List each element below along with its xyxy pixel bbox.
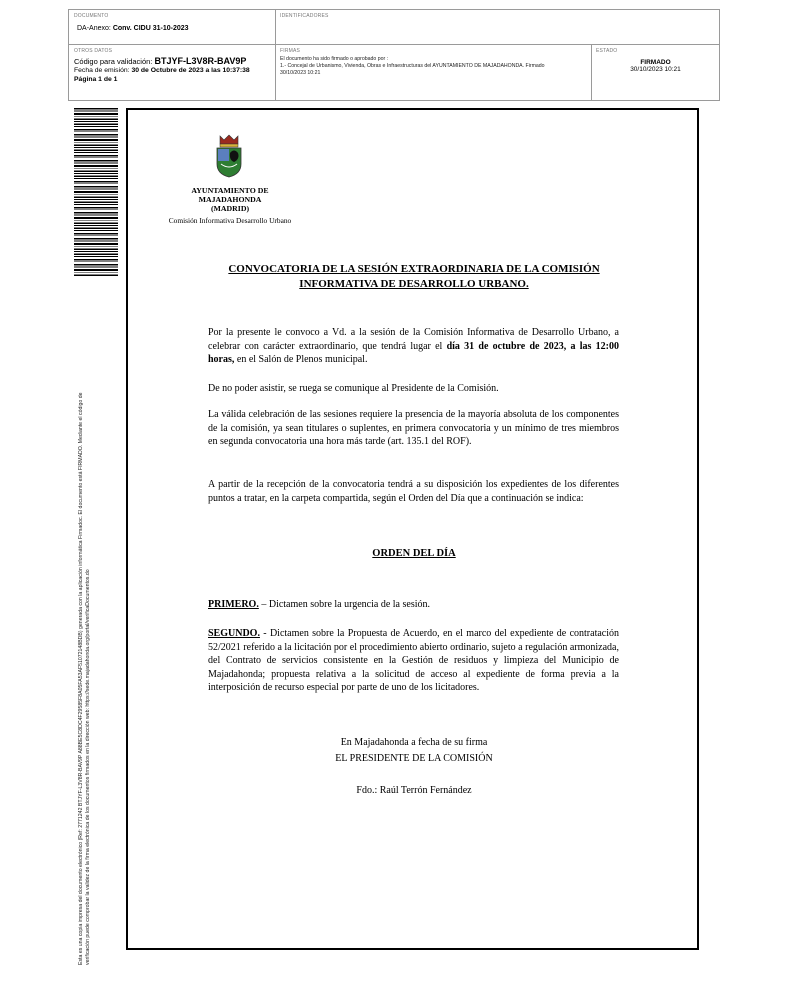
documento-cell <box>69 10 276 45</box>
identificadores-cell <box>276 10 719 45</box>
side-text-line2: verificación puede comprobar la validez de la firma electrónica de los documentos firmados en la dirección web: https://sede.majadahonda.org/portal/verificaDocumentos.do <box>85 569 92 965</box>
letterhead-line3: (MADRID) <box>210 204 250 214</box>
firmas-cell <box>276 45 592 100</box>
paragraph-1: Por la presente le convoco a Vd. a la sesión de la Comisión Informativa de Desarrollo Urbano, a celebrar con carácter extraordinario, que tendrá lugar el día 31 de octubre de 2023, a las 12:00 horas, en el Salón de Plenos municipal. <box>208 327 619 366</box>
title-line2: INFORMATIVA DE DESARROLLO URBANO. <box>299 277 529 290</box>
paragraph-3: La válida celebración de las sesiones requiere la presencia de la mayoría absoluta de los componentes de la comisión, ya sean titulares o suplentes, en primera convocatoria y un mínimo de tres miembros en segunda convocatoria una hora más tarde (art. 135.1 del ROF). <box>208 409 619 448</box>
firmas-label: FIRMAS <box>280 48 301 54</box>
fecha-value: 30 de Octubre de 2023 a las 10:37:38 <box>131 67 250 74</box>
estado-date: 30/10/2023 10:21 <box>630 66 681 73</box>
estado-cell <box>592 45 719 100</box>
item2-label: SEGUNDO. <box>208 628 260 639</box>
signature-place-date: En Majadahonda a fecha de su firma <box>340 737 488 748</box>
barcode-image <box>74 108 118 276</box>
document-title <box>188 262 640 291</box>
signature-name: Fdo.: Raúl Terrón Fernández <box>356 785 472 796</box>
paragraph-4: A partir de la recepción de la convocatoria tendrá a su disposición los expedientes de los diferentes puntos a tratar, en la carpeta compartida, según el Orden del Día que a continuación se indica: <box>208 479 619 504</box>
document-header <box>68 9 720 101</box>
fecha-prefix: Fecha de emisión: <box>74 67 130 74</box>
letterhead-line1: AYUNTAMIENTO DE <box>191 186 269 195</box>
title-line1: CONVOCATORIA DE LA SESIÓN EXTRAORDINARIA DE LA COMISIÓN <box>228 263 600 275</box>
codigo-prefix: Código para validación: <box>74 57 153 66</box>
comision-name: Comisión Informativa Desarrollo Urbano <box>168 216 292 225</box>
estado-value: FIRMADO <box>640 59 671 66</box>
otros-datos-cell <box>69 45 276 100</box>
orden-item-2: SEGUNDO. - Dictamen sobre la Propuesta de Acuerdo, en el marco del expediente de contratación 52/2021 referido a la licitación por el procedimiento abierto ordinario, sujeto a regulación armonizada, del Contrato de servicios consistente en la Gestión de residuos y limpieza del Municipio de Majadahonda; propuesta relativa a la solicitud de acceso al expediente de forma previa a la interposición de recurso especial por parte de uno de los licitadores. <box>208 628 619 694</box>
documento-label: DOCUMENTO <box>74 13 109 19</box>
estado-label: ESTADO <box>596 48 618 54</box>
orden-del-dia-heading: ORDEN DEL DÍA <box>372 548 456 559</box>
verification-side-text <box>78 305 92 965</box>
documento-prefix: DA-Anexo: <box>77 25 111 32</box>
firmas-line3: 30/10/2023 10:21 <box>280 70 321 76</box>
documento-value: Conv. CIDU 31-10-2023 <box>112 25 189 32</box>
letterhead <box>160 186 300 214</box>
codigo-value: BTJYF-L3V8R-BAV9P <box>154 56 247 66</box>
identificadores-label: IDENTIFICADORES <box>280 13 329 19</box>
orden-item-1: PRIMERO. – Dictamen sobre la urgencia de la sesión. <box>208 599 430 610</box>
signature-role: EL PRESIDENTE DE LA COMISIÓN <box>335 753 493 764</box>
paragraph-2: De no poder asistir, se ruega se comunique al Presidente de la Comisión. <box>208 383 499 394</box>
coat-of-arms-icon <box>214 134 244 178</box>
otros-label: OTROS DATOS <box>74 48 113 54</box>
pagina: Página 1 de 1 <box>74 76 118 83</box>
firmas-line2: 1.- Concejal de Urbanismo, Vivienda, Obras e Infraestructuras del AYUNTAMIENTO DE MAJADAHONDA. Firmado <box>280 63 545 69</box>
letterhead-line2: MAJADAHONDA <box>198 195 262 205</box>
side-text-line1: Esta es una copia impresa del documento electrónico (Ref: 2771242 BTJYF-L3V8R-BAV9P A88BE5C8DC4F29585F8A05FA53AF51072148BDB) generada con la aplicación informática Firmadoc. El documento está FIRMADO. Mediante el código de <box>78 392 84 965</box>
item1-label: PRIMERO. <box>208 599 259 610</box>
firmas-line1: El documento ha sido firmado o aprobado por : <box>280 56 389 62</box>
document-page <box>126 108 699 950</box>
session-date: día 31 de octubre de 2023, a las 12:00 horas, <box>208 340 619 366</box>
